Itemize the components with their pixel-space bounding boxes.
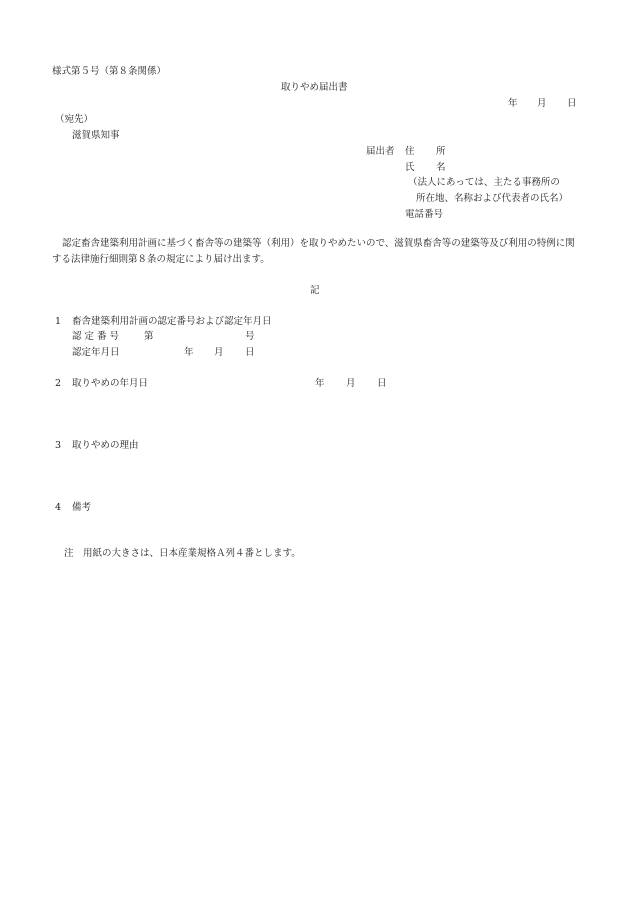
cert-number-go: 号 <box>245 331 255 342</box>
cert-number-dai: 第 <box>144 331 154 342</box>
item-2-year: 年 <box>315 378 325 389</box>
date-day-label: 日 <box>567 98 577 109</box>
item-1-number: 1 <box>55 316 62 327</box>
corp-note-line1: （法人にあっては、主たる事務所の <box>408 177 560 188</box>
cert-date-day: 日 <box>245 347 255 358</box>
item-4-number: 4 <box>55 502 62 513</box>
address-label-1: 住 <box>405 146 415 157</box>
item-3-label: 取りやめの理由 <box>72 440 139 451</box>
item-2-day: 日 <box>377 378 387 389</box>
item-4-label: 備考 <box>72 502 92 513</box>
ki-heading: 記 <box>310 285 320 296</box>
form-number: 様式第５号（第８条関係） <box>52 66 167 77</box>
notifier-label: 届出者 <box>366 146 395 157</box>
addressee-name: 滋賀県知事 <box>72 130 120 141</box>
item-2-number: 2 <box>55 378 62 389</box>
item-2-label: 取りやめの年月日 <box>72 378 149 389</box>
note-prefix: 注 <box>64 548 74 559</box>
addressee-prefix: （宛先） <box>55 114 94 125</box>
cert-number-label: 認 定 番 号 <box>72 331 120 342</box>
document-title: 取りやめ届出書 <box>281 82 348 93</box>
date-year-label: 年 <box>508 98 518 109</box>
phone-label: 電話番号 <box>405 209 444 220</box>
note-text: 用紙の大きさは、日本産業規格Ａ列４番とします。 <box>83 548 301 559</box>
item-3-number: 3 <box>55 440 62 451</box>
corp-note-line2: 所在地、名称および代表者の氏名） <box>416 193 569 204</box>
cert-date-year: 年 <box>184 347 194 358</box>
date-month-label: 月 <box>537 98 547 109</box>
body-text: 認定畜舎建築利用計画に基づく畜舎等の建築等（利用）を取りやめたいので、滋賀県畜舎等の建築等及び利用の特例に関する法律施行細則第８条の規定により届け出ます。 <box>52 238 575 265</box>
item-2-month: 月 <box>346 378 356 389</box>
name-label-2: 名 <box>436 162 446 173</box>
name-label-1: 氏 <box>405 162 415 173</box>
cert-date-label: 認定年月日 <box>72 347 120 358</box>
item-1-label: 畜舎建築利用計画の認定番号および認定年月日 <box>72 316 272 327</box>
address-label-2: 所 <box>436 146 446 157</box>
cert-date-month: 月 <box>214 347 224 358</box>
